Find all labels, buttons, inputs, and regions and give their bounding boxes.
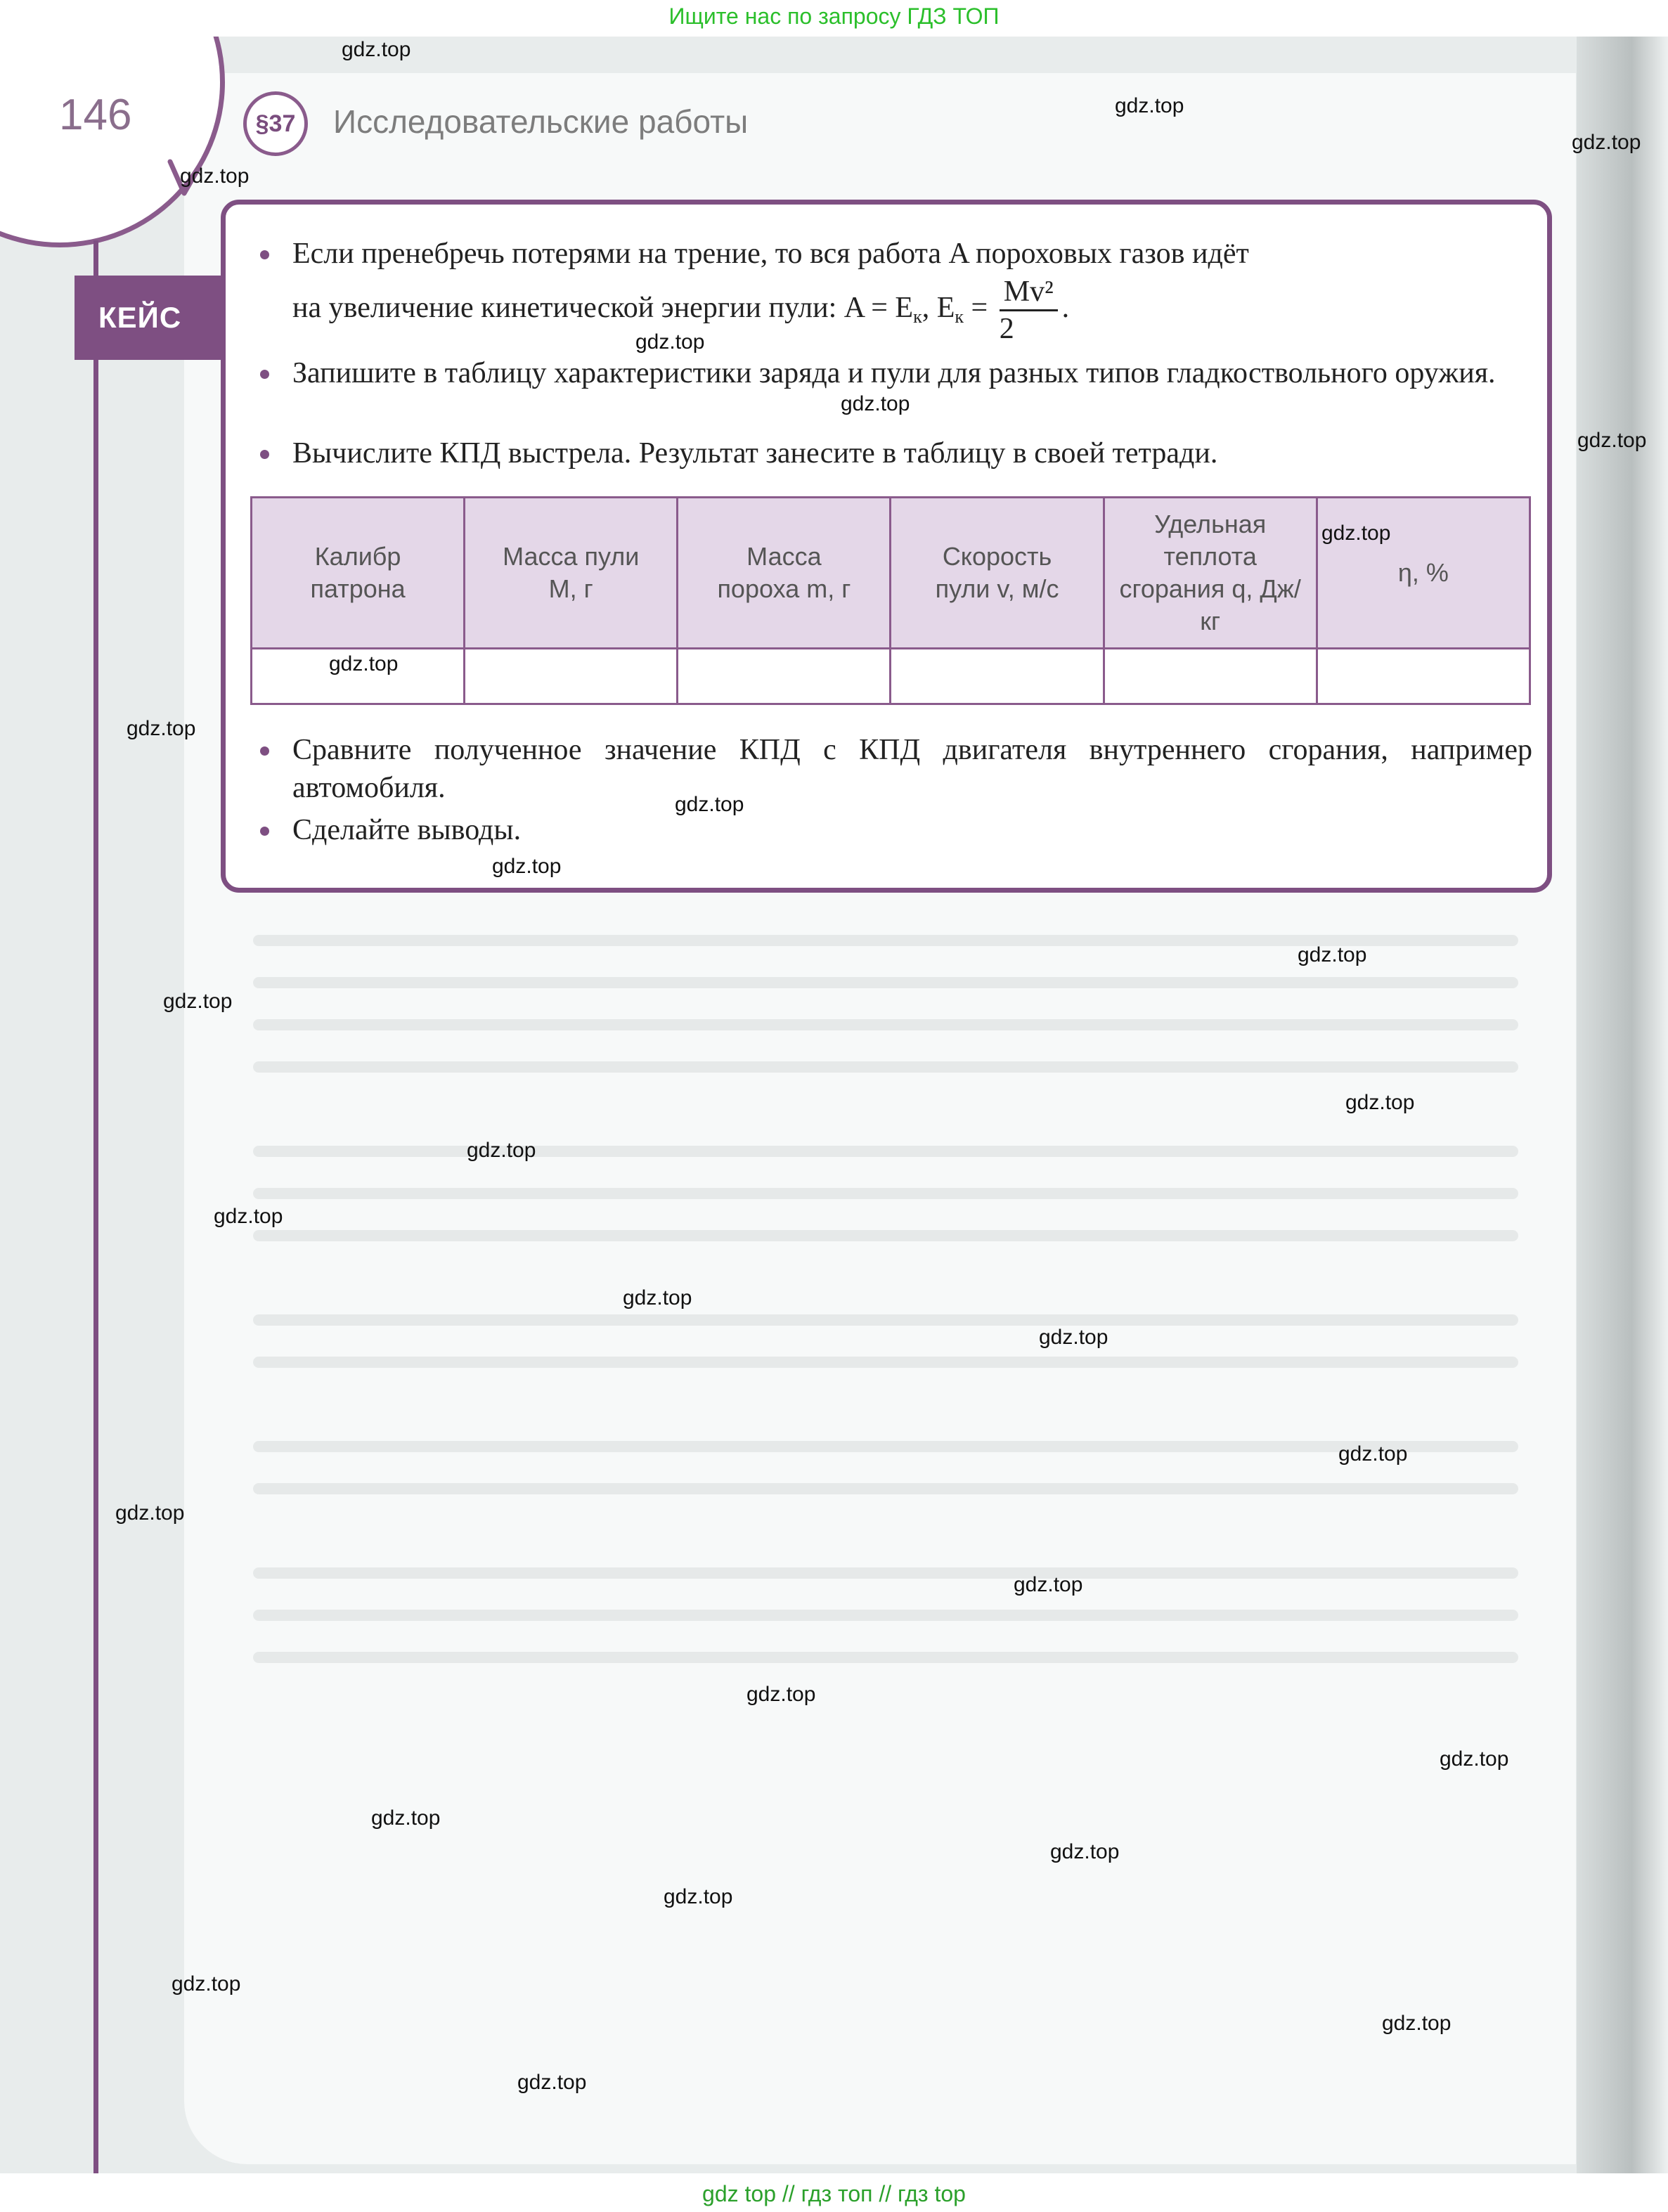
watermark: gdz.top <box>1382 2012 1452 2035</box>
show-through-line <box>253 1357 1518 1368</box>
table-cell <box>891 649 1104 704</box>
bullet-3-text: Вычислите КПД выстрела. Результат занесите в таблицу в своей тетради. <box>292 437 1218 470</box>
subscript-k-2: к <box>955 306 964 328</box>
top-banner: Ищите нас по запросу ГДЗ ТОП <box>668 4 1000 29</box>
bullet-2 <box>260 354 1532 392</box>
watermark: gdz.top <box>467 1139 536 1162</box>
header-caliber: Калибр патрона <box>252 498 465 649</box>
watermark: gdz.top <box>1115 94 1184 117</box>
show-through-line <box>253 977 1518 988</box>
page-binding <box>1577 37 1668 2173</box>
watermark: gdz.top <box>180 164 250 188</box>
watermark: gdz.top <box>1014 1573 1083 1596</box>
watermark: gdz.top <box>1572 131 1641 154</box>
bullet-5 <box>260 811 1532 849</box>
fraction-denominator: 2 <box>999 313 1014 345</box>
bullet-dot <box>260 450 269 459</box>
show-through-line <box>253 1441 1518 1452</box>
table-cell <box>465 649 678 704</box>
bullet-4-text: Сравните полученное значение КПД с КПД двигателя внутреннего сгорания, например автомобиля. <box>292 734 1532 804</box>
table-row <box>252 649 1530 704</box>
table-header-row <box>252 498 1530 649</box>
watermark: gdz.top <box>1298 943 1367 966</box>
bullet-dot <box>260 746 269 756</box>
watermark: gdz.top <box>329 652 399 675</box>
header-powder-mass: Масса пороха m, г <box>678 498 891 649</box>
bullet-4 <box>260 731 1532 807</box>
kinetic-energy-fraction <box>1000 274 1058 347</box>
show-through-line <box>253 1188 1518 1199</box>
subscript-k: к <box>913 306 922 328</box>
show-through-line <box>253 1314 1518 1326</box>
table-cell <box>1104 649 1317 704</box>
bullet-3 <box>260 434 1532 472</box>
watermark: gdz.top <box>127 717 196 740</box>
show-through-line <box>253 1483 1518 1494</box>
header-bullet-speed: Скорость пули v, м/с <box>891 498 1104 649</box>
page-number: 146 <box>59 91 132 139</box>
watermark: gdz.top <box>1321 522 1391 545</box>
bottom-banner: gdz top // гдз топ // гдз top <box>702 2181 966 2206</box>
bullet-1-formula-mid: , E <box>922 292 955 325</box>
bullet-1: Если пренебречь потерями на трение, то вся работа A пороховых газов идёт на увеличение кинетической энергии пули: $A = E_к$, $E_к$ = $\frac{\text{Mv²}}{2}$ . <box>260 235 1532 347</box>
watermark: gdz.top <box>371 1806 441 1830</box>
show-through-line <box>253 1652 1518 1663</box>
show-through-line <box>253 1610 1518 1621</box>
table-cell <box>1317 649 1530 704</box>
bullet-dot <box>260 827 269 836</box>
fraction-numerator: Mv² <box>1000 274 1058 311</box>
header-heat-value: Удельная теплота сгорания q, Дж/кг <box>1104 498 1317 649</box>
table-cell <box>678 649 891 704</box>
watermark: gdz.top <box>1039 1326 1108 1349</box>
show-through-line <box>253 1230 1518 1241</box>
watermark: gdz.top <box>1050 1840 1120 1863</box>
watermark: gdz.top <box>172 1972 241 1996</box>
watermark: gdz.top <box>492 855 562 878</box>
section-badge: §37 <box>243 91 308 156</box>
watermark: gdz.top <box>664 1885 733 1908</box>
watermark: gdz.top <box>675 793 744 816</box>
watermark: gdz.top <box>214 1205 283 1228</box>
section-title: Исследовательские работы <box>333 103 749 140</box>
bullet-1-formula-eq: = <box>964 292 988 325</box>
show-through-line <box>253 1019 1518 1030</box>
watermark: gdz.top <box>635 330 705 354</box>
watermark: gdz.top <box>1345 1091 1415 1114</box>
watermark: gdz.top <box>115 1501 185 1525</box>
show-through-line <box>253 1567 1518 1579</box>
header-bullet-mass: Масса пули M, г <box>465 498 678 649</box>
margin-rule <box>93 240 98 2173</box>
bullet-1-formula-start: на увеличение кинетической энергии пули: A = E <box>292 292 914 325</box>
case-tag: КЕЙС <box>75 276 224 360</box>
show-through-line <box>253 1146 1518 1157</box>
watermark: gdz.top <box>746 1683 816 1706</box>
bullet-dot <box>260 250 269 259</box>
watermark: gdz.top <box>1577 429 1647 452</box>
bullet-dot <box>260 370 269 379</box>
watermark: gdz.top <box>342 38 411 61</box>
watermark: gdz.top <box>517 2071 587 2094</box>
header-efficiency: η, % <box>1317 498 1530 649</box>
watermark: gdz.top <box>841 392 910 415</box>
watermark: gdz.top <box>1440 1747 1509 1771</box>
show-through-line <box>253 1061 1518 1073</box>
watermark: gdz.top <box>1338 1442 1408 1466</box>
bullet-1-line1: Если пренебречь потерями на трение, то вся работа A пороховых газов идёт <box>292 238 1249 270</box>
bullet-5-text: Сделайте выводы. <box>292 814 522 846</box>
watermark: gdz.top <box>623 1286 692 1309</box>
watermark: gdz.top <box>163 990 233 1013</box>
bullet-2-text: Запишите в таблицу характеристики заряда и пули для разных типов гладкоствольного оружия. <box>292 357 1496 389</box>
